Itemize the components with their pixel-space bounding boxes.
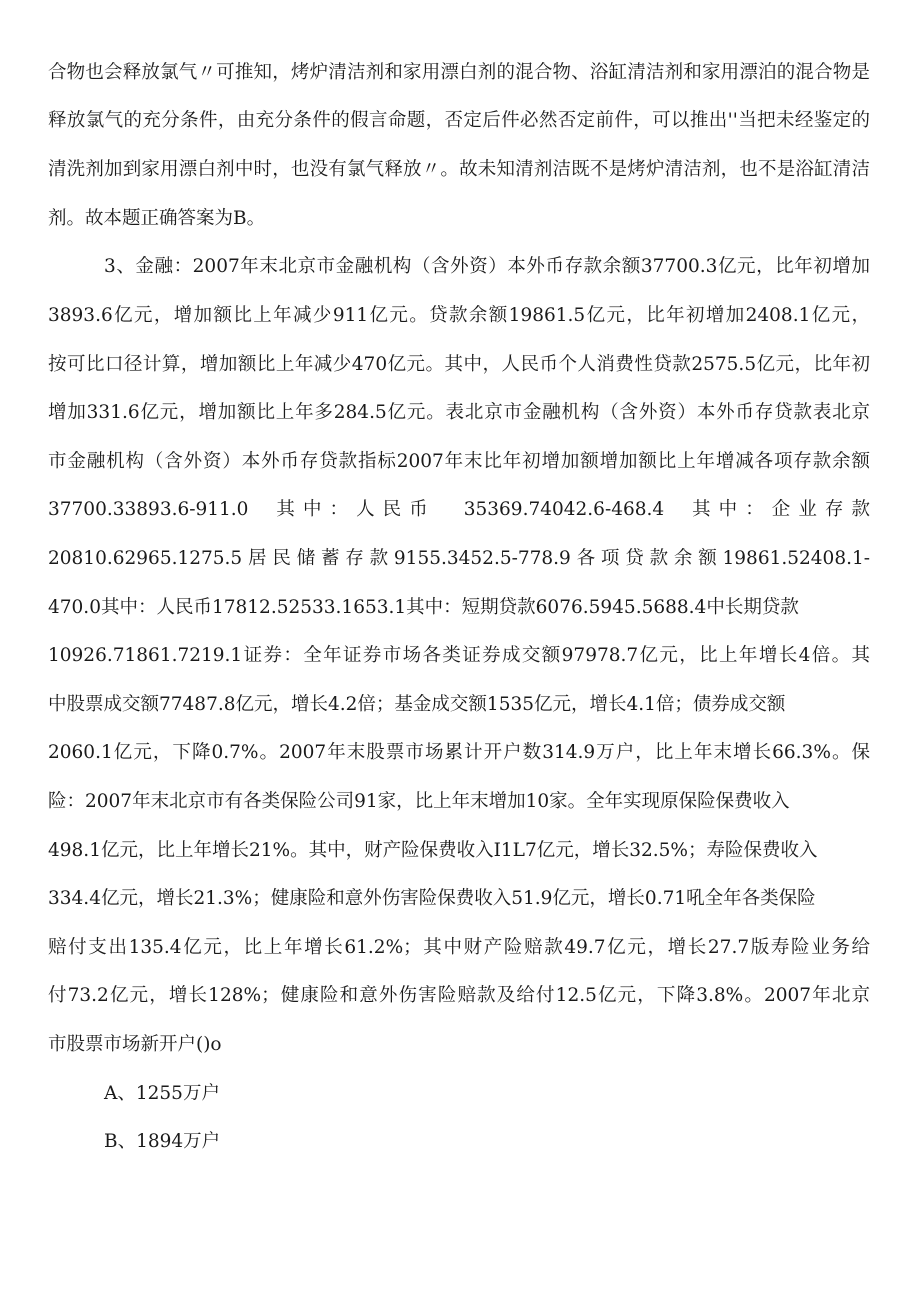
question-line: 20810.62965.1275.5居民储蓄存款9155.3452.5-778.9各项贷款余额19861.52408.1-: [48, 548, 870, 569]
question-line: 中股票成交额77487.8亿元，增长4.2倍；基金成交额1535亿元，增长4.1倍；债券成交额: [48, 694, 786, 715]
option-b: B、1894万户: [104, 1131, 221, 1152]
question-line: 2060.1亿元，下降0.7%。2007年末股票市场累计开户数314.9万户，比上年末增长66.3%。保: [48, 742, 870, 763]
question-line: 按可比口径计算，增加额比上年减少470亿元。其中，人民币个人消费性贷款2575.5亿元，比年初: [48, 354, 870, 375]
question-line: 付73.2亿元，增长128%；健康险和意外伤害险赔款及给付12.5亿元，下降3.8%。2007年北京: [48, 985, 870, 1006]
question-line: 37700.33893.6-911.0 其中：人民币 35369.74042.6-468.4 其中：企业存款: [48, 499, 870, 520]
text-line: 剂。故本题正确答案为B。: [48, 208, 266, 229]
question-line: 增加331.6亿元，增加额比上年多284.5亿元。表北京市金融机构（含外资）本外币存贷款表北京: [48, 402, 870, 423]
text-line: 合物也会释放氯气〃可推知，烤炉清洁剂和家用漂白剂的混合物、浴缸清洁剂和家用漂泊的混合物是: [48, 62, 870, 83]
question-line: 3、金融：2007年末北京市金融机构（含外资）本外币存款余额37700.3亿元，比年初增加: [104, 256, 870, 277]
question-line: 市股票市场新开户()o: [48, 1034, 222, 1055]
question-line: 赔付支出135.4亿元，比上年增长61.2%；其中财产险赔款49.7亿元，增长27.7版寿险业务给: [48, 937, 870, 958]
option-a: A、1255万户: [104, 1083, 220, 1104]
question-line: 470.0其中：人民币17812.52533.1653.1其中：短期贷款6076.5945.5688.4中长期贷款: [48, 597, 799, 618]
text-line: 清洗剂加到家用漂白剂中时，也没有氯气释放〃。故未知清剂洁既不是烤炉清洁剂，也不是浴缸清洁: [48, 159, 870, 180]
question-line: 498.1亿元，比上年增长21%。其中，财产险保费收入I1L7亿元，增长32.5%；寿险保费收入: [48, 840, 818, 861]
question-line: 险：2007年末北京市有各类保险公司91家，比上年末增加10家。全年实现原保险保费收入: [48, 791, 790, 812]
text-line: 释放氯气的充分条件，由充分条件的假言命题，否定后件必然否定前件，可以推出''当把未经鉴定的: [48, 110, 870, 131]
question-line: 3893.6亿元，增加额比上年减少911亿元。贷款余额19861.5亿元，比年初增加2408.1亿元，: [48, 305, 870, 326]
question-line: 市金融机构（含外资）本外币存贷款指标2007年末比年初增加额增加额比上年增减各项存款余额: [48, 451, 870, 472]
question-line: 334.4亿元，增长21.3%；健康险和意外伤害险保费收入51.9亿元，增长0.71吼全年各类保险: [48, 888, 816, 909]
question-line: 10926.71861.7219.1证券：全年证券市场各类证券成交额97978.7亿元，比上年增长4倍。其: [48, 645, 870, 666]
